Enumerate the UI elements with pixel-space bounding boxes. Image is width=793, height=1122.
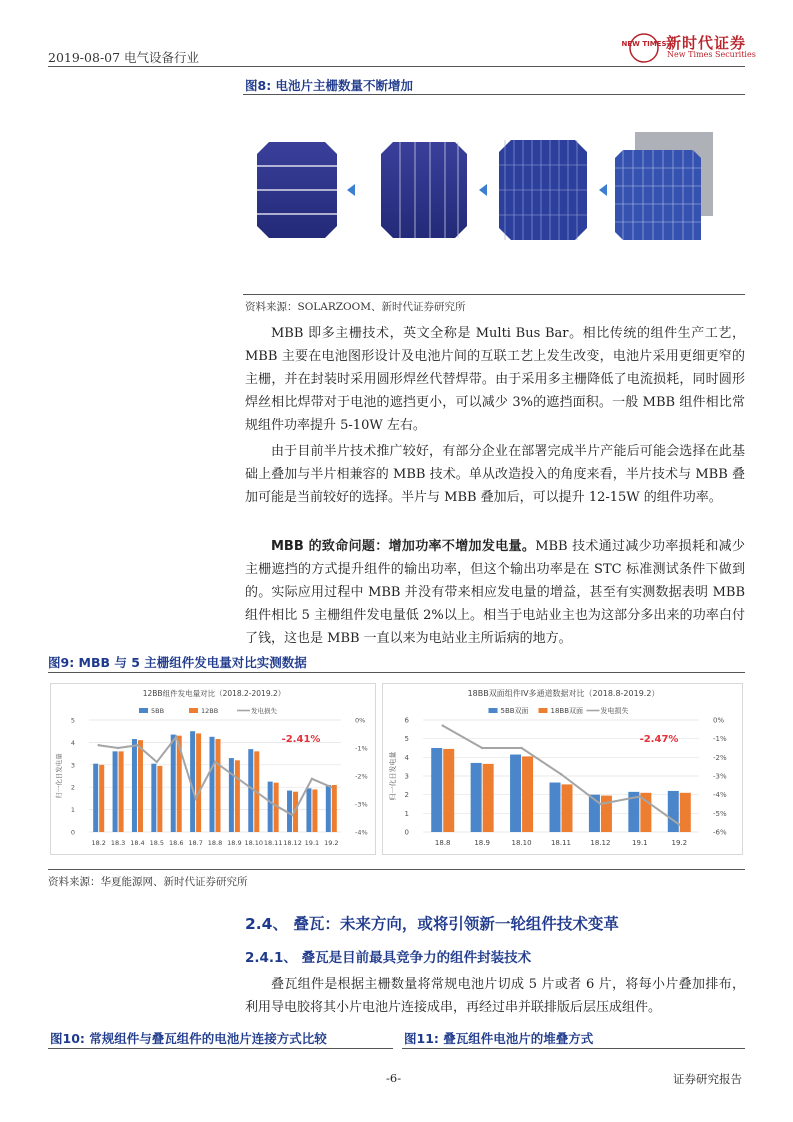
x-tick-label: 18.8	[207, 839, 223, 847]
y-tick-label: 0	[404, 828, 409, 837]
chart-annotation: -2.41%	[281, 734, 321, 745]
logo-mark-icon	[621, 32, 667, 64]
loss-point	[194, 797, 196, 799]
figure9-bottom-rule	[48, 869, 745, 870]
legend-label: 5BB双面	[500, 707, 529, 715]
bar-baseline-series	[471, 763, 482, 832]
loss-point	[272, 803, 274, 805]
section-heading-2-4-1: 2.4.1、 叠瓦是目前最具竞争力的组件封装技术	[245, 950, 532, 966]
loss-point	[520, 747, 522, 749]
legend-label: 5BB	[151, 707, 165, 715]
bar-mbb-series	[196, 733, 201, 832]
legend-label: 12BB	[201, 707, 219, 715]
loss-point	[599, 803, 601, 805]
x-tick-label: 18.10	[511, 839, 532, 847]
figure9-top-rule	[48, 672, 745, 673]
figure8-cell-evolution-image	[243, 120, 745, 250]
bar-baseline-series	[151, 764, 156, 832]
x-tick-label: 19.1	[304, 839, 320, 847]
x-tick-label: 18.12	[590, 839, 611, 847]
chart-18bb	[383, 684, 744, 856]
y2-tick-label: -3%	[713, 772, 727, 781]
bar-baseline-series	[268, 782, 273, 832]
y-tick-label: 1	[70, 806, 75, 815]
paragraph-mbb-problem-text: MBB 技术通过减少功率损耗和减少主栅遮挡的方式提升组件的输出功率，但这个输出功率是在 STC 标准测试条件下做到的。实际应用过程中 MBB 并没有带来相应发电量的增益，甚至有实测数据表明 MBB 组件相比 5 主栅组件发电量低 2%以上。相当于电站业主也为这部分多出来的功率白付了钱，这也是 MBB 一直以来为电站业主所诟病的地方。	[245, 539, 745, 646]
legend-label: 发电损失	[600, 707, 629, 715]
chart-12bb	[51, 684, 377, 856]
logo-chinese-name: 新时代证券	[666, 34, 747, 52]
paragraph-mbb-problem-bold: MBB 的致命问题：增加功率不增加发电量。	[271, 539, 536, 554]
legend-swatch	[189, 708, 198, 713]
bar-baseline-series	[248, 749, 253, 832]
y-tick-label: 3	[70, 761, 75, 770]
arrow-right-icon	[599, 184, 607, 196]
x-tick-label: 18.12	[283, 839, 302, 847]
y2-tick-label: -4%	[355, 828, 368, 837]
cell-mbb-image	[381, 142, 467, 238]
loss-point	[214, 761, 216, 763]
y-axis-label: 归一化日发电量	[389, 751, 397, 801]
bar-baseline-series	[550, 783, 561, 832]
loss-point	[253, 789, 255, 791]
bar-mbb-series	[157, 766, 162, 832]
bar-mbb-series	[138, 740, 143, 832]
y2-tick-label: -2%	[355, 772, 368, 781]
figure11-title: 图11: 叠瓦组件电池片的堆叠方式	[404, 1031, 594, 1046]
chart-annotation: -2.47%	[639, 734, 679, 745]
y2-tick-label: 0%	[713, 716, 725, 725]
loss-point	[330, 786, 332, 788]
bar-baseline-series	[229, 758, 234, 832]
x-tick-label: 18.9	[474, 839, 490, 847]
bar-mbb-series	[216, 739, 221, 832]
y-tick-label: 4	[404, 753, 409, 762]
x-tick-label: 18.6	[168, 839, 184, 847]
cell-multi-busbar-image	[499, 140, 587, 240]
cell-stacked-image	[615, 132, 713, 240]
y-tick-label: 1	[404, 809, 409, 818]
logo-mark-text: NEW TIMES	[621, 40, 667, 48]
y-tick-label: 5	[70, 716, 75, 725]
bar-baseline-series	[113, 751, 118, 832]
y2-tick-label: -5%	[713, 809, 727, 818]
arrow-right-icon	[479, 184, 487, 196]
company-logo	[621, 32, 756, 64]
bar-baseline-series	[93, 764, 98, 832]
chart-title: 12BB组件发电量对比（2018.2-2019.2）	[142, 689, 286, 698]
paragraph-mbb-intro: MBB 即多主栅技术，英文全称是 Multi Bus Bar。相比传统的组件生产工艺，MBB 主要在电池图形设计及电池片间的互联工艺上发生改变，电池片采用更细更窄的主栅，并在封装时采用圆形焊丝代替焊带。由于采用多主栅降低了电流损耗，同时圆形焊丝相比焊带对于电池的遮挡更小，可以减少 3%的遮挡面积。一般 MBB 组件相比常规组件功率提升 5-10W 左右。	[245, 326, 745, 433]
y2-tick-label: -1%	[355, 744, 368, 753]
y-tick-label: 3	[404, 772, 409, 781]
figure8-bottom-rule	[243, 294, 745, 295]
legend-swatch	[139, 708, 148, 713]
bar-mbb-series	[562, 784, 573, 832]
figure11-rule	[402, 1048, 745, 1049]
bar-baseline-series	[171, 735, 176, 832]
legend-swatch	[489, 708, 498, 713]
chart-title: 18BB双面组件IV多通道数据对比（2018.8-2019.2）	[467, 689, 660, 698]
figure10-rule	[48, 1048, 393, 1049]
bar-baseline-series	[510, 755, 521, 832]
y-tick-label: 6	[404, 716, 409, 725]
x-tick-label: 18.7	[188, 839, 203, 847]
loss-point	[175, 736, 177, 738]
loss-point	[560, 773, 562, 775]
bar-mbb-series	[235, 760, 240, 832]
y2-tick-label: -4%	[713, 791, 727, 800]
y-axis-label: 归一化日发电量	[55, 753, 63, 799]
x-tick-label: 19.1	[632, 839, 648, 847]
chart-12bb-box	[50, 683, 376, 855]
x-tick-label: 18.9	[227, 839, 242, 847]
figure8-top-rule	[243, 94, 745, 95]
loss-point	[311, 778, 313, 780]
y2-tick-label: 0%	[355, 716, 366, 725]
bar-mbb-series	[601, 796, 612, 832]
x-tick-label: 18.11	[263, 839, 283, 847]
logo-english-name: New Times Securities	[667, 50, 756, 59]
x-tick-label: 18.4	[130, 839, 145, 847]
bar-mbb-series	[99, 765, 104, 832]
y2-tick-label: -2%	[713, 753, 727, 762]
y-tick-label: 4	[70, 738, 75, 747]
paragraph-shingled: 叠瓦组件是根据主栅数量将常规电池片切成 5 片或者 6 片，将每小片叠加排布，利用导电胶将其小片电池片连接成串，再经过串并联排版后层压成组件。	[245, 977, 745, 1015]
figure8-title: 图8: 电池片主栅数量不断增加	[245, 78, 414, 93]
y-tick-label: 2	[70, 783, 75, 792]
bar-baseline-series	[132, 739, 137, 832]
x-tick-label: 19.2	[671, 839, 688, 847]
footer-label: 证券研究报告	[673, 1072, 742, 1086]
loss-point	[136, 744, 138, 746]
y-tick-label: 5	[404, 735, 409, 744]
loss-point	[481, 747, 483, 749]
bar-mbb-series	[483, 764, 494, 832]
chart-18bb-box	[382, 683, 743, 855]
figure9-title: 图9: MBB 与 5 主栅组件发电量对比实测数据	[48, 655, 307, 670]
legend-label: 发电损失	[251, 707, 277, 715]
figure10-title: 图10: 常规组件与叠瓦组件的电池片连接方式比较	[50, 1031, 327, 1046]
legend-label: 18BB双面	[550, 707, 584, 715]
y2-tick-label: -3%	[355, 800, 368, 809]
legend-swatch	[539, 708, 548, 713]
x-tick-label: 19.2	[324, 839, 339, 847]
bar-mbb-series	[522, 756, 533, 832]
bar-baseline-series	[326, 785, 331, 832]
bar-mbb-series	[119, 751, 124, 832]
loss-point	[291, 814, 293, 816]
section-heading-2-4: 2.4、 叠瓦：未来方向，或将引领新一轮组件技术变革	[245, 915, 619, 933]
bar-baseline-series	[306, 788, 311, 832]
loss-point	[233, 775, 235, 777]
bar-mbb-series	[332, 785, 337, 832]
bar-baseline-series	[210, 737, 215, 832]
bar-mbb-series	[680, 793, 691, 832]
figure8-source: 资料来源：SOLARZOOM、新时代证券研究所	[245, 301, 466, 313]
cell-5bb-image	[257, 142, 337, 238]
y-tick-label: 0	[70, 828, 75, 837]
x-tick-label: 18.8	[434, 839, 451, 847]
loss-point	[156, 761, 158, 763]
x-tick-label: 18.5	[149, 839, 165, 847]
loss-point	[442, 724, 444, 726]
x-tick-label: 18.11	[550, 839, 572, 847]
y2-tick-label: -6%	[713, 828, 727, 837]
header-rule	[48, 66, 745, 67]
bar-baseline-series	[287, 791, 292, 832]
loss-point	[639, 795, 641, 797]
bar-mbb-series	[443, 749, 454, 832]
y2-tick-label: -1%	[713, 735, 727, 744]
paragraph-mbb-problem	[245, 535, 745, 650]
arrow-right-icon	[347, 184, 355, 196]
bar-mbb-series	[312, 789, 317, 832]
header-date-industry: 2019-08-07 电气设备行业	[48, 50, 200, 65]
x-tick-label: 18.3	[110, 839, 126, 847]
loss-point	[97, 744, 99, 746]
page-number: -6-	[386, 1071, 402, 1085]
loss-point	[117, 747, 119, 749]
x-tick-label: 18.2	[91, 839, 106, 847]
paragraph-half-cell: 由于目前半片技术推广较好，有部分企业在部署完成半片产能后可能会选择在此基础上叠加与半片相兼容的 MBB 技术。单从改造投入的角度来看，半片技术与 MBB 叠加可能是当前较好的选择。半片与 MBB 叠加后，可以提升 12-15W 的组件功率。	[245, 444, 745, 505]
figure9-source: 资料来源：华夏能源网、新时代证券研究所	[48, 876, 248, 888]
bar-baseline-series	[668, 791, 679, 832]
y-tick-label: 2	[404, 791, 409, 800]
x-tick-label: 18.10	[244, 839, 264, 847]
loss-point	[678, 823, 680, 825]
bar-baseline-series	[431, 748, 442, 832]
